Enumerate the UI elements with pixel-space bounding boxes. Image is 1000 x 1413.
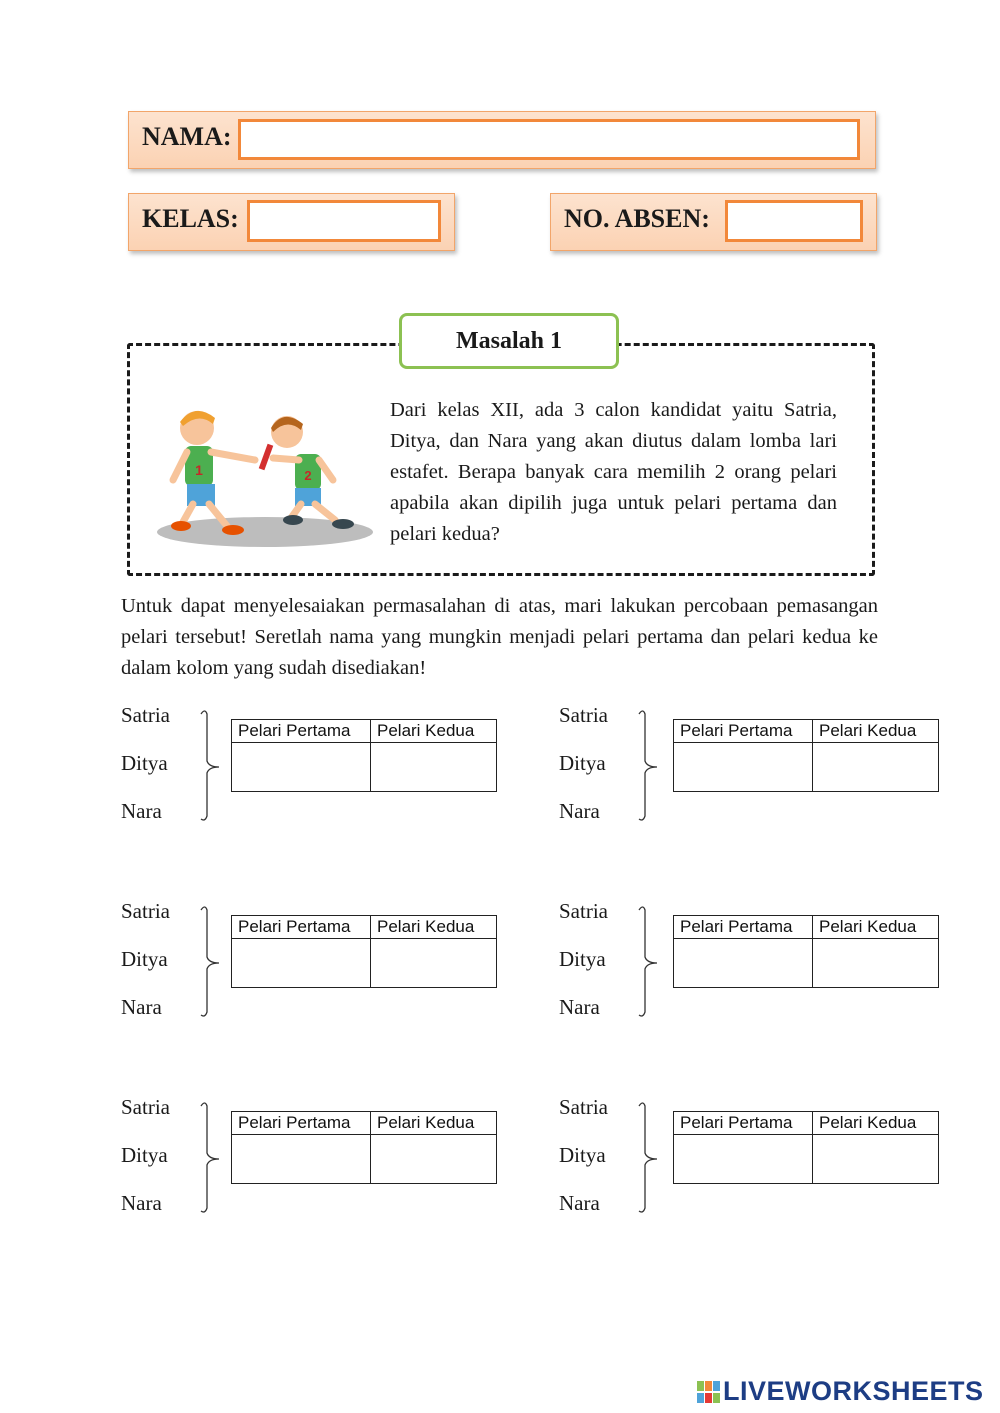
first-runner-slot[interactable] bbox=[232, 939, 371, 988]
header-second: Pelari Kedua bbox=[813, 1112, 939, 1135]
header-first: Pelari Pertama bbox=[674, 1112, 813, 1135]
candidate-satria[interactable]: Satria bbox=[559, 899, 608, 923]
candidate-ditya[interactable]: Ditya bbox=[121, 1143, 168, 1167]
absen-label: NO. ABSEN: bbox=[564, 204, 710, 233]
nama-panel bbox=[128, 111, 876, 169]
runner-table bbox=[231, 719, 497, 792]
header-first: Pelari Pertama bbox=[674, 720, 813, 743]
header-second: Pelari Kedua bbox=[813, 916, 939, 939]
pairing-group-1 bbox=[121, 703, 521, 828]
header-first: Pelari Pertama bbox=[232, 916, 371, 939]
header-second: Pelari Kedua bbox=[371, 1112, 497, 1135]
pairing-group-6 bbox=[559, 1095, 959, 1220]
brace-icon bbox=[637, 899, 663, 1021]
candidate-ditya[interactable]: Ditya bbox=[559, 1143, 606, 1167]
header-first: Pelari Pertama bbox=[674, 916, 813, 939]
brace-icon bbox=[637, 1095, 663, 1217]
pairing-group-4 bbox=[559, 899, 959, 1024]
runner-table bbox=[673, 719, 939, 792]
second-runner-slot[interactable] bbox=[813, 743, 939, 792]
nama-label: NAMA: bbox=[142, 122, 232, 151]
first-runner-slot[interactable] bbox=[232, 1135, 371, 1184]
header-first: Pelari Pertama bbox=[232, 720, 371, 743]
candidate-ditya[interactable]: Ditya bbox=[559, 947, 606, 971]
first-runner-slot[interactable] bbox=[232, 743, 371, 792]
svg-text:2: 2 bbox=[304, 468, 312, 483]
absen-panel bbox=[550, 193, 877, 251]
candidate-satria[interactable]: Satria bbox=[559, 1095, 608, 1119]
pairing-group-5 bbox=[121, 1095, 521, 1220]
brace-icon bbox=[199, 1095, 225, 1217]
candidate-nara[interactable]: Nara bbox=[121, 995, 162, 1019]
second-runner-slot[interactable] bbox=[371, 743, 497, 792]
candidate-nara[interactable]: Nara bbox=[121, 1191, 162, 1215]
brace-icon bbox=[199, 899, 225, 1021]
candidate-satria[interactable]: Satria bbox=[121, 703, 170, 727]
candidate-satria[interactable]: Satria bbox=[559, 703, 608, 727]
problem-title: Masalah 1 bbox=[399, 313, 619, 369]
kelas-field[interactable] bbox=[247, 200, 441, 242]
second-runner-slot[interactable] bbox=[371, 939, 497, 988]
candidate-nara[interactable]: Nara bbox=[121, 799, 162, 823]
liveworksheets-mark-icon bbox=[697, 1381, 721, 1403]
candidate-satria[interactable]: Satria bbox=[121, 899, 170, 923]
pairing-group-2 bbox=[559, 703, 959, 828]
logo-text: LIVEWORKSHEETS bbox=[723, 1376, 984, 1406]
runner-table bbox=[231, 915, 497, 988]
candidate-ditya[interactable]: Ditya bbox=[559, 751, 606, 775]
candidate-nara[interactable]: Nara bbox=[559, 799, 600, 823]
runner-table bbox=[673, 915, 939, 988]
header-second: Pelari Kedua bbox=[371, 720, 497, 743]
first-runner-slot[interactable] bbox=[674, 1135, 813, 1184]
candidate-ditya[interactable]: Ditya bbox=[121, 947, 168, 971]
pairing-group-3 bbox=[121, 899, 521, 1024]
second-runner-slot[interactable] bbox=[813, 1135, 939, 1184]
instruction-text: Untuk dapat menyelesaiakan permasalahan di atas, mari lakukan percobaan pemasangan pelari tersebut! Seretlah nama yang mungkin menjadi pelari pertama dan pelari kedua ke dalam kolom yang sudah disediakan! bbox=[121, 595, 878, 679]
candidate-ditya[interactable]: Ditya bbox=[121, 751, 168, 775]
header-second: Pelari Kedua bbox=[813, 720, 939, 743]
second-runner-slot[interactable] bbox=[813, 939, 939, 988]
second-runner-slot[interactable] bbox=[371, 1135, 497, 1184]
brace-icon bbox=[637, 703, 663, 825]
kelas-panel bbox=[128, 193, 455, 251]
candidate-nara[interactable]: Nara bbox=[559, 1191, 600, 1215]
liveworksheets-logo bbox=[697, 1376, 984, 1407]
header-first: Pelari Pertama bbox=[232, 1112, 371, 1135]
header-second: Pelari Kedua bbox=[371, 916, 497, 939]
brace-icon bbox=[199, 703, 225, 825]
candidate-nara[interactable]: Nara bbox=[559, 995, 600, 1019]
problem-text: Dari kelas XII, ada 3 calon kandidat yaitu Satria, Ditya, dan Nara yang akan diutus dalam lomba lari estafet. Berapa banyak cara memilih 2 orang pelari apabila akan dipilih juga untuk pelari pertama dan pelari kedua? bbox=[390, 399, 837, 545]
relay-runners-illustration bbox=[155, 400, 380, 550]
first-runner-slot[interactable] bbox=[674, 939, 813, 988]
runner-table bbox=[231, 1111, 497, 1184]
first-runner-slot[interactable] bbox=[674, 743, 813, 792]
kelas-label: KELAS: bbox=[142, 204, 239, 233]
nama-field[interactable] bbox=[238, 119, 860, 160]
candidate-satria[interactable]: Satria bbox=[121, 1095, 170, 1119]
svg-text:1: 1 bbox=[195, 462, 203, 478]
absen-field[interactable] bbox=[725, 200, 863, 242]
runner-table bbox=[673, 1111, 939, 1184]
